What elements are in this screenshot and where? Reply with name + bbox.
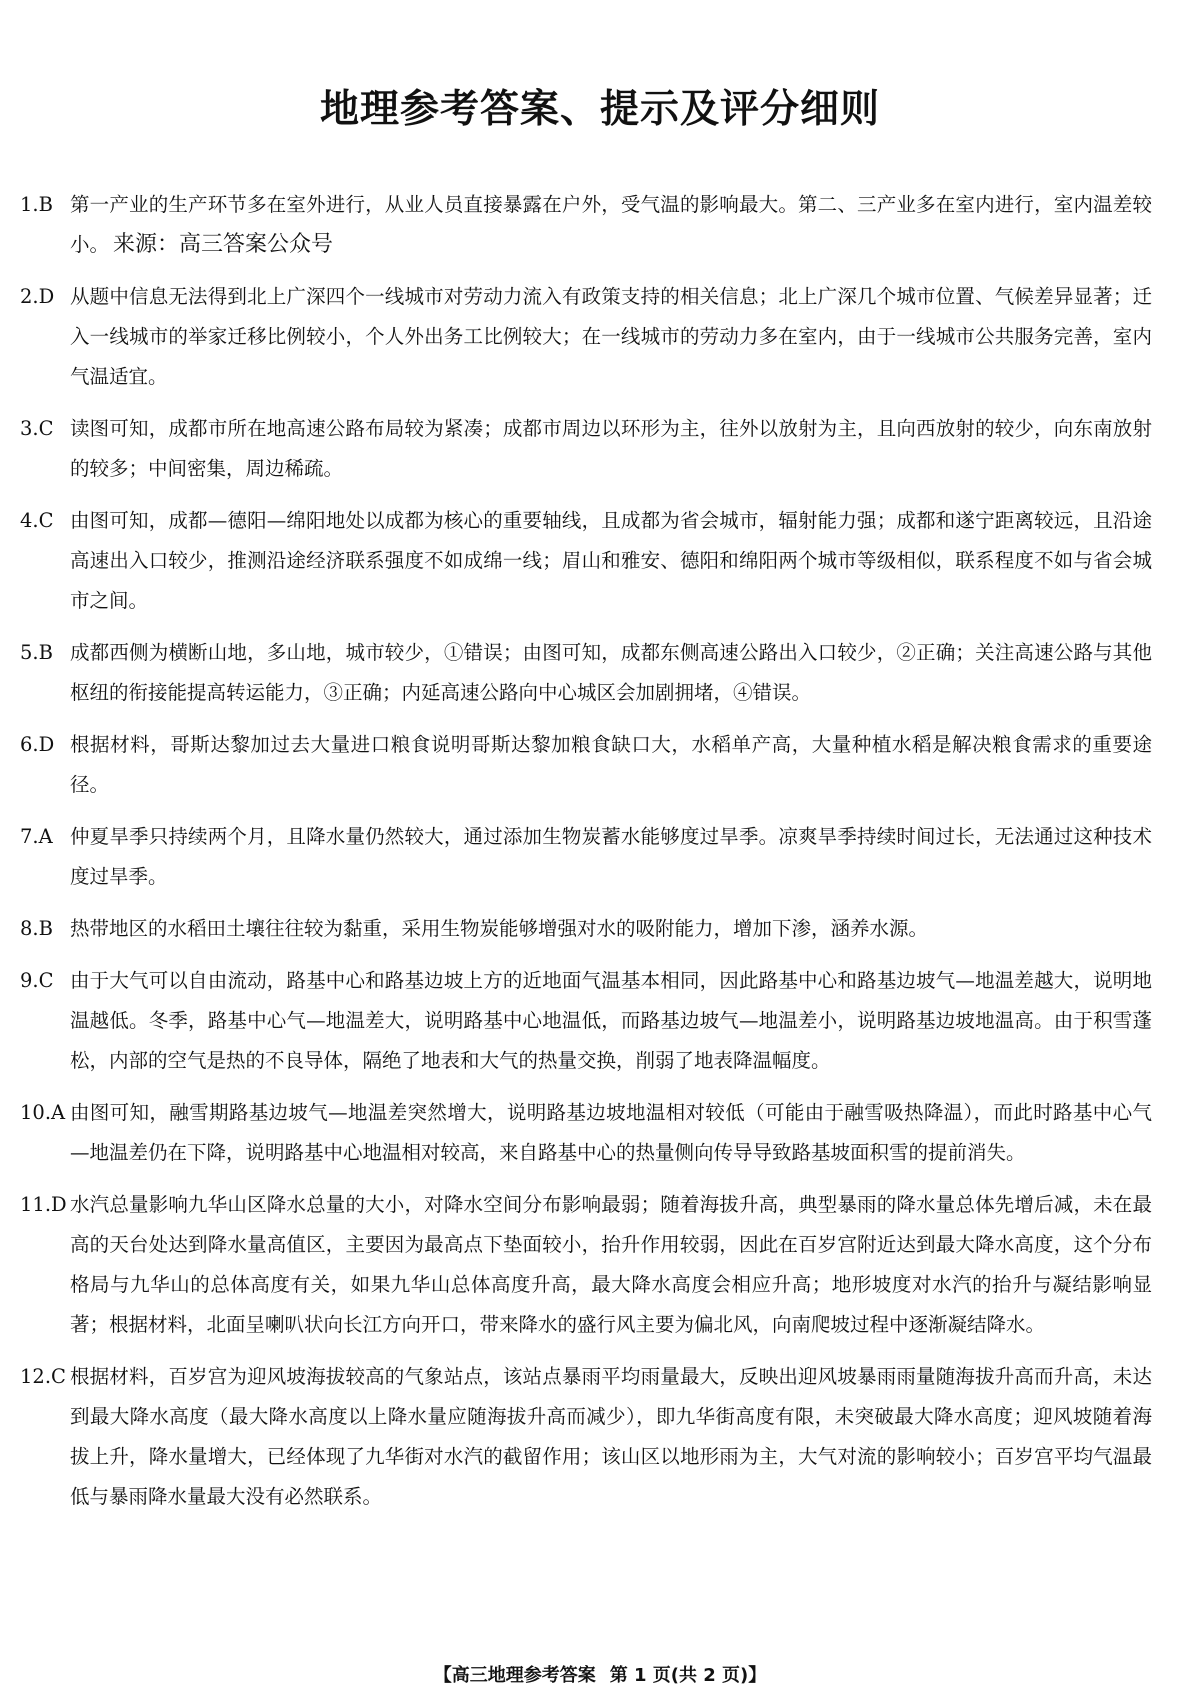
- answer-item: [20, 1357, 1152, 1517]
- page-number: 第 1 页(共 2 页)】: [609, 1665, 767, 1686]
- answer-explanation: 根据材料，哥斯达黎加过去大量进口粮食说明哥斯达黎加粮食缺口大，水稻单产高，大量种植水稻是解决粮食需求的重要途径。: [70, 733, 1152, 796]
- answer-item: [20, 501, 1152, 621]
- answer-explanation: 仲夏旱季只持续两个月，且降水量仍然较大，通过添加生物炭蓄水能够度过旱季。凉爽旱季持续时间过长，无法通过这种技术度过旱季。: [70, 825, 1152, 888]
- answer-explanation: 由图可知，成都—德阳—绵阳地处以成都为核心的重要轴线，且成都为省会城市，辐射能力强；成都和遂宁距离较远，且沿途高速出入口较少，推测沿途经济联系强度不如成绵一线；眉山和雅安、德阳和绵阳两个城市等级相似，联系程度不如与省会城市之间。: [70, 509, 1152, 612]
- answer-number: 4.C: [20, 509, 54, 532]
- answer-item: [20, 817, 1152, 897]
- answer-item: [20, 633, 1152, 713]
- footer-label: 【高三地理参考答案: [433, 1665, 596, 1686]
- answer-item: [20, 961, 1152, 1081]
- answer-explanation: 成都西侧为横断山地，多山地，城市较少，①错误；由图可知，成都东侧高速公路出入口较少，②正确；关注高速公路与其他枢纽的衔接能提高转运能力，③正确；内延高速公路向中心城区会加剧拥堵，④错误。: [70, 641, 1152, 704]
- answer-list: [20, 185, 1152, 1529]
- answer-number: 11.D: [20, 1193, 67, 1216]
- answer-number: 3.C: [20, 417, 54, 440]
- answer-number: 10.A: [20, 1101, 66, 1124]
- answer-number: 5.B: [20, 641, 53, 664]
- answer-explanation: 由图可知，融雪期路基边坡气—地温差突然增大，说明路基边坡地温相对较低（可能由于融雪吸热降温），而此时路基中心气—地温差仍在下降，说明路基中心地温相对较高，来自路基中心的热量侧向传导导致路基坡面积雪的提前消失。: [70, 1101, 1152, 1164]
- answer-item: [20, 909, 1152, 949]
- answer-explanation: 根据材料，百岁宫为迎风坡海拔较高的气象站点，该站点暴雨平均雨量最大，反映出迎风坡暴雨雨量随海拔升高而升高，未达到最大降水高度（最大降水高度以上降水量应随海拔升高而减少），即九华街高度有限，未突破最大降水高度；迎风坡随着海拔上升，降水量增大，已经体现了九华街对水汽的截留作用；该山区以地形雨为主，大气对流的影响较小；百岁宫平均气温最低与暴雨降水量最大没有必然联系。: [70, 1365, 1152, 1508]
- answer-explanation: 第一产业的生产环节多在室外进行，从业人员直接暴露在户外，受气温的影响最大。第二、三产业多在室内进行，室内温差较小。: [70, 193, 1152, 256]
- answer-number: 8.B: [20, 917, 53, 940]
- answer-number: 12.C: [20, 1365, 66, 1388]
- source-note: 来源：高三答案公众号: [113, 232, 334, 257]
- page-title: 地理参考答案、提示及评分细则: [319, 87, 880, 132]
- answer-number: 2.D: [20, 285, 55, 308]
- answer-explanation: 由于大气可以自由流动，路基中心和路基边坡上方的近地面气温基本相同，因此路基中心和路基边坡气—地温差越大，说明地温越低。冬季，路基中心气—地温差大，说明路基中心地温低，而路基边坡气—地温差小，说明路基边坡地温高。由于积雪蓬松，内部的空气是热的不良导体，隔绝了地表和大气的热量交换，削弱了地表降温幅度。: [70, 969, 1152, 1072]
- answer-number: 7.A: [20, 825, 53, 848]
- answer-explanation: 水汽总量影响九华山区降水总量的大小，对降水空间分布影响最弱；随着海拔升高，典型暴雨的降水量总体先增后减，未在最高的天台处达到降水量高值区，主要因为最高点下垫面较小，抬升作用较弱，因此在百岁宫附近达到最大降水高度，这个分布格局与九华山的总体高度有关，如果九华山总体高度升高，最大降水高度会相应升高；地形坡度对水汽的抬升与凝结影响显著；根据材料，北面呈喇叭状向长江方向开口，带来降水的盛行风主要为偏北风，向南爬坡过程中逐渐凝结降水。: [70, 1193, 1152, 1336]
- answer-item: [20, 277, 1152, 397]
- answer-explanation: 从题中信息无法得到北上广深四个一线城市对劳动力流入有政策支持的相关信息；北上广深几个城市位置、气候差异显著；迁入一线城市的举家迁移比例较小，个人外出务工比例较大；在一线城市的劳动力多在室内，由于一线城市公共服务完善，室内气温适宜。: [70, 285, 1152, 388]
- answer-item: [20, 185, 1152, 265]
- answer-number: 1.B: [20, 193, 53, 216]
- answer-item: [20, 1185, 1152, 1345]
- answer-item: [20, 725, 1152, 805]
- answer-item: [20, 1093, 1152, 1173]
- answer-item: [20, 409, 1152, 489]
- answer-number: 6.D: [20, 733, 55, 756]
- answer-explanation: 读图可知，成都市所在地高速公路布局较为紧凑；成都市周边以环形为主，往外以放射为主，且向西放射的较少，向东南放射的较多；中间密集，周边稀疏。: [70, 417, 1152, 480]
- answer-explanation: 热带地区的水稻田土壤往往较为黏重，采用生物炭能够增强对水的吸附能力，增加下渗，涵养水源。: [70, 917, 929, 940]
- page-footer: [0, 1661, 1200, 1687]
- answer-number: 9.C: [20, 969, 54, 992]
